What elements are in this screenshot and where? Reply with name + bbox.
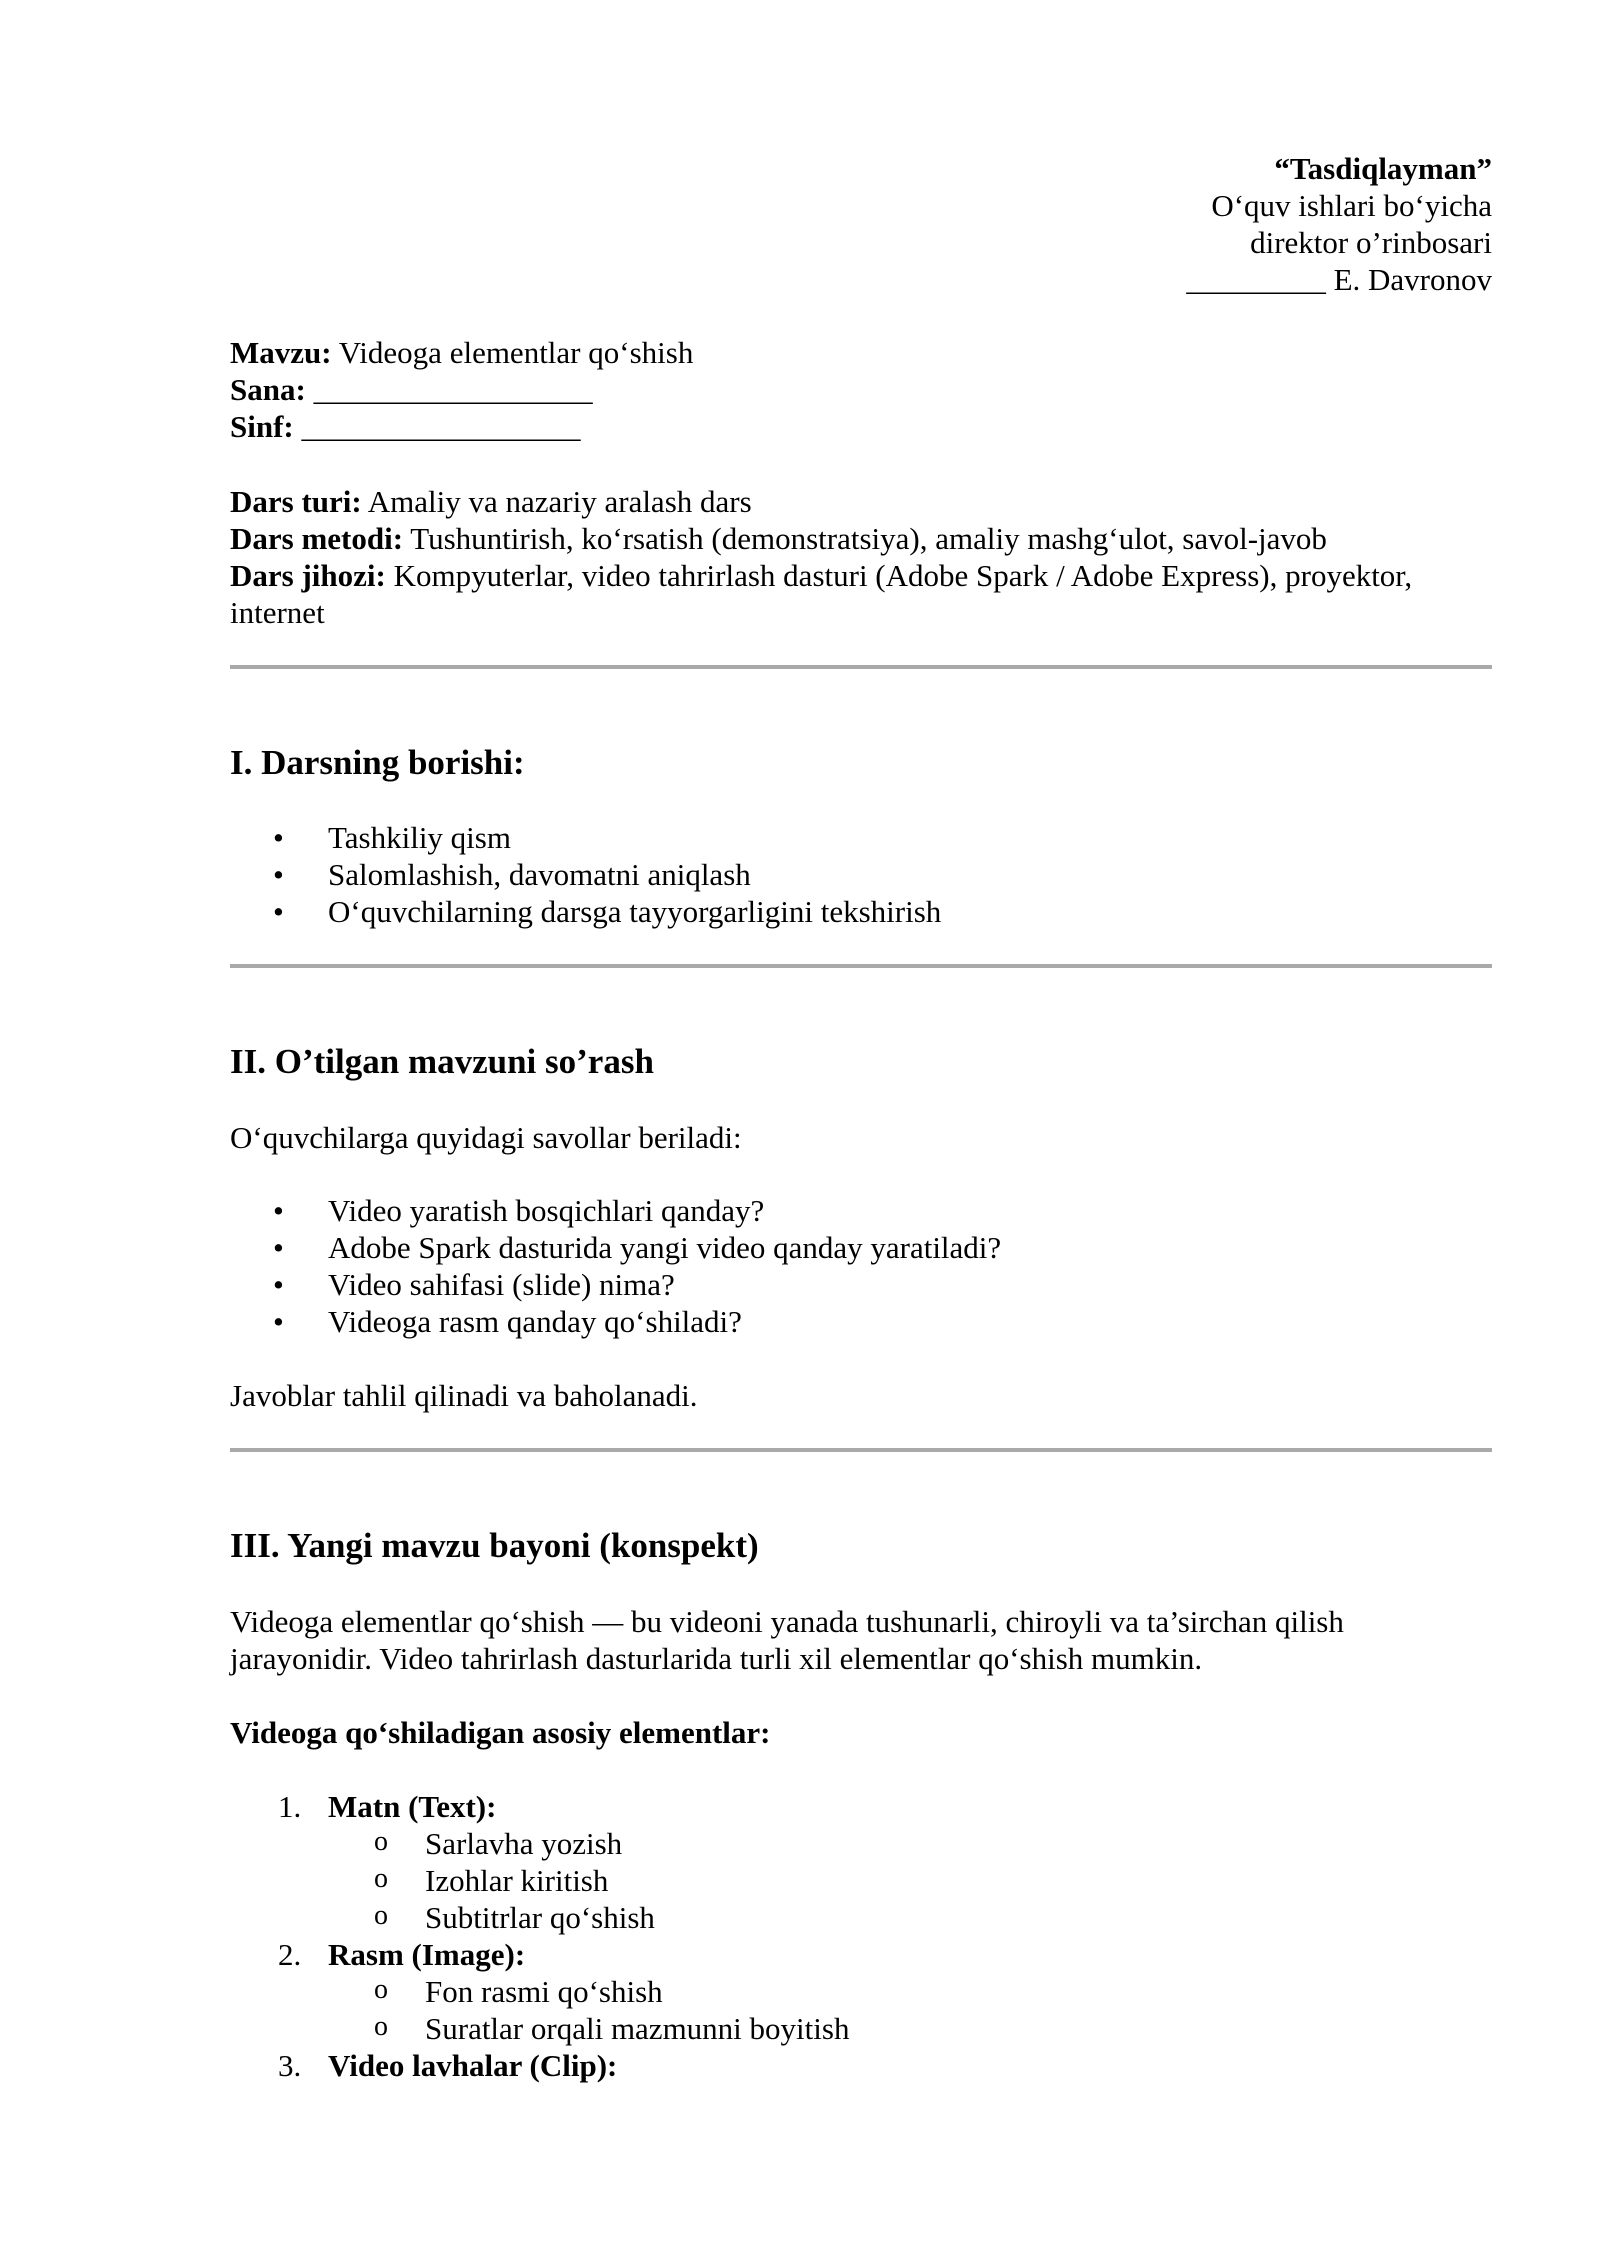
mavzu-line (230, 334, 1492, 371)
sub-item: o Fon rasmi qo‘shish (328, 1973, 1492, 2010)
sub-item: o Suratlar orqali mazmunni boyitish (328, 2010, 1492, 2047)
sana-label: Sana: (230, 372, 306, 407)
sinf-label: Sinf: (230, 409, 294, 444)
dars-turi-line (230, 483, 1492, 520)
element-number: 1. (278, 1789, 302, 1824)
section-3-subheading: Videoga qo‘shiladigan asosiy elementlar: (230, 1715, 771, 1750)
sinf-line (230, 408, 1492, 445)
list-item: • Adobe Spark dasturida yangi video qanday yaratiladi? (230, 1229, 1492, 1266)
sana-line (230, 371, 1492, 408)
sub-item: o Sarlavha yozish (328, 1825, 1492, 1862)
element-title: Rasm (Image): (328, 1937, 526, 1972)
dars-turi-value: Amaliy va nazariy aralash dars (361, 484, 752, 519)
approval-line-2: direktor o’rinbosari (1250, 225, 1492, 260)
dars-metodi-label: Dars metodi: (230, 521, 404, 556)
sana-value: __________________ (305, 372, 593, 407)
divider (230, 964, 1492, 968)
element-number: 3. (278, 2048, 302, 2083)
dars-jihozi-line (230, 557, 1492, 631)
dars-metodi-line (230, 520, 1492, 557)
section-2-intro: O‘quvchilarga quyidagi savollar beriladi: (230, 1120, 742, 1155)
section-3-heading: III. Yangi mavzu bayoni (konspekt) (230, 1526, 759, 1565)
section-2-heading: II. O’tilgan mavzuni so’rash (230, 1042, 654, 1081)
list-item: • Salomlashish, davomatni aniqlash (230, 856, 1492, 893)
approval-line-1: O‘quv ishlari bo‘yicha (1211, 188, 1492, 223)
approval-signature: _________ E. Davronov (1186, 262, 1492, 297)
mavzu-label: Mavzu: (230, 335, 332, 370)
dars-metodi-value: Tushuntirish, ko‘rsatish (demonstratsiya), amaliy mashg‘ulot, savol-javob (403, 521, 1327, 556)
section-1-heading: I. Darsning borishi: (230, 743, 525, 782)
list-item: • Videoga rasm qanday qo‘shiladi? (230, 1303, 1492, 1340)
dars-jihozi-label: Dars jihozi: (230, 558, 386, 593)
element-item (230, 1788, 1492, 1936)
sinf-value: __________________ (293, 409, 581, 444)
list-item: • Video sahifasi (slide) nima? (230, 1266, 1492, 1303)
lesson-info-block (230, 483, 1492, 631)
list-item: • Tashkiliy qism (230, 819, 1492, 856)
section-3-intro: Videoga elementlar qo‘shish — bu videoni yanada tushunarli, chiroyli va ta’sirchan qilish jarayonidir. Video tahrirlash dasturlarida turli xil elementlar qo‘shish mumkin. (230, 1604, 1344, 1676)
divider (230, 1448, 1492, 1452)
dars-turi-label: Dars turi: (230, 484, 362, 519)
section-2-list (230, 1192, 1492, 1340)
document-page (230, 150, 1492, 2084)
element-item (230, 1936, 1492, 2047)
approval-block (230, 150, 1492, 298)
element-sublist (328, 1973, 1492, 2047)
element-sublist (328, 1825, 1492, 1936)
meta-block (230, 334, 1492, 445)
list-item: • Video yaratish bosqichlari qanday? (230, 1192, 1492, 1229)
list-item: • O‘quvchilarning darsga tayyorgarligini tekshirish (230, 893, 1492, 930)
element-title: Video lavhalar (Clip): (328, 2048, 618, 2083)
approval-title: “Tasdiqlayman” (1274, 151, 1492, 186)
element-title: Matn (Text): (328, 1789, 497, 1824)
dars-jihozi-value: Kompyuterlar, video tahrirlash dasturi (Adobe Spark / Adobe Express), proyektor, internet (230, 558, 1413, 630)
section-2-outro: Javoblar tahlil qilinadi va baholanadi. (230, 1378, 698, 1413)
divider (230, 665, 1492, 669)
sub-item: o Izohlar kiritish (328, 1862, 1492, 1899)
element-item (230, 2047, 1492, 2084)
sub-item: o Subtitrlar qo‘shish (328, 1899, 1492, 1936)
elements-list (230, 1788, 1492, 2084)
section-1-list (230, 819, 1492, 930)
mavzu-value: Videoga elementlar qo‘shish (331, 335, 694, 370)
element-number: 2. (278, 1937, 302, 1972)
